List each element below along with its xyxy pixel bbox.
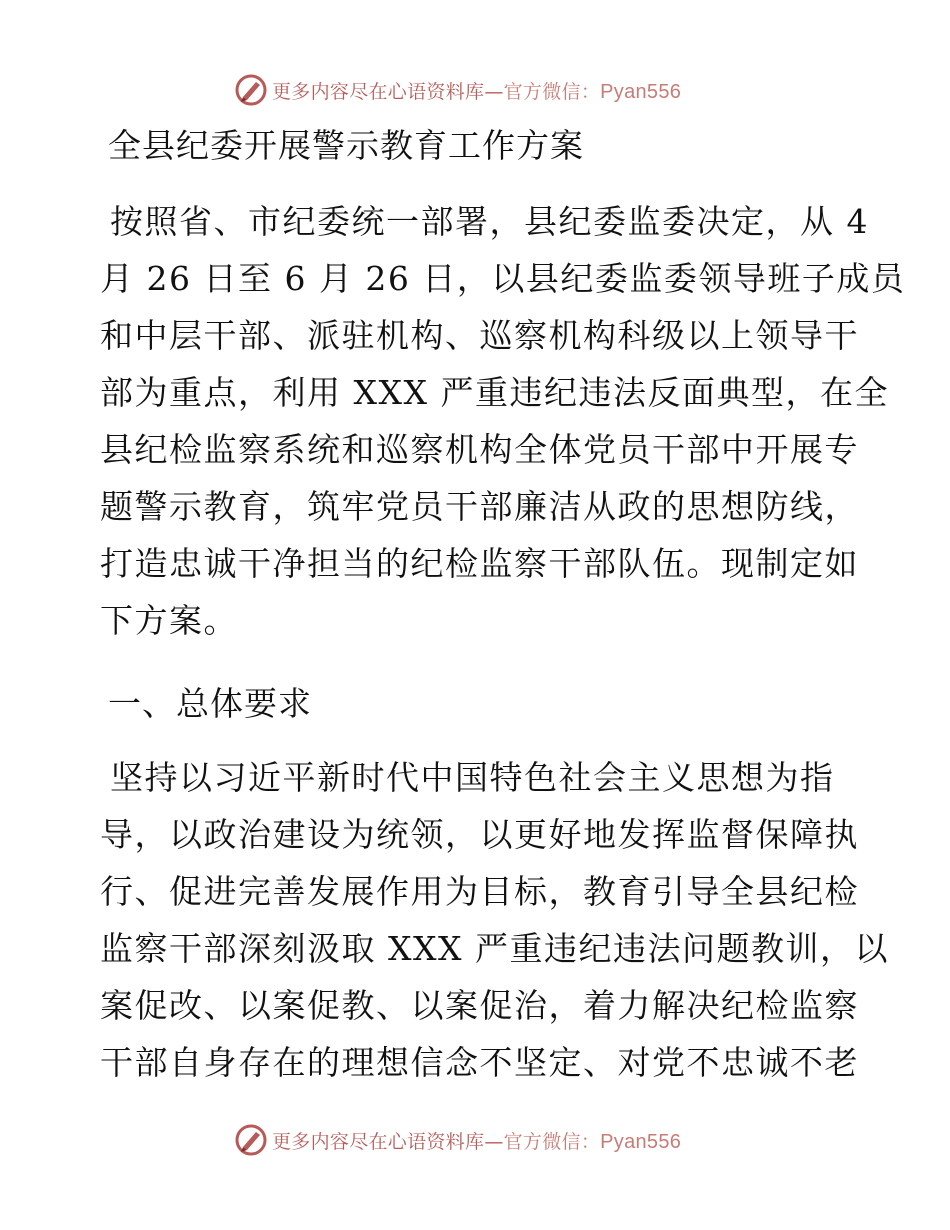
footer-watermark [0, 1120, 950, 1160]
paragraph-line: 月 26 日至 6 月 26 日，以县纪委监委领导班子成员 [100, 259, 906, 298]
watermark-wechat-id: Pyan556 [600, 1130, 682, 1153]
watermark-site-text: 更多内容尽在心语资料库 [272, 1130, 485, 1153]
pen-logo-icon [234, 1123, 268, 1157]
footer-watermark-content [234, 1120, 681, 1160]
paragraph-line: 县纪检监察系统和巡察机构全体党员干部中开展专 [100, 430, 859, 469]
watermark-wechat-label: 官方微信： [503, 80, 601, 103]
watermark-site-text: 更多内容尽在心语资料库 [272, 80, 485, 103]
watermark-wechat-label: 官方微信： [503, 1130, 601, 1153]
document-title: 全县纪委开展警示教育工作方案 [108, 126, 584, 165]
watermark-dash: — [484, 80, 504, 103]
paragraph-line: 行、促进完善发展作用为目标，教育引导全县纪检 [100, 872, 859, 911]
paragraph-line: 案促改、以案促教、以案促治，着力解决纪检监察 [100, 986, 859, 1025]
pen-logo-icon [234, 73, 268, 107]
paragraph-line: 下方案。 [100, 601, 238, 640]
header-watermark-content [234, 70, 681, 110]
paragraph-line: 干部自身存在的理想信念不坚定、对党不忠诚不老 [100, 1043, 859, 1082]
watermark-dash: — [484, 1130, 504, 1153]
paragraph-line: 打造忠诚干净担当的纪检监察干部队伍。现制定如 [100, 544, 859, 583]
paragraph-line: 部为重点，利用 XXX 严重违纪违法反面典型，在全 [100, 373, 889, 412]
paragraph-line: 按照省、市纪委统一部署，县纪委监委决定，从 4 [110, 202, 869, 241]
watermark-text [272, 77, 681, 104]
paragraph-line: 坚持以习近平新时代中国特色社会主义思想为指 [110, 758, 835, 797]
watermark-text [272, 1127, 681, 1154]
watermark-wechat-id: Pyan556 [600, 80, 682, 103]
paragraph-line: 监察干部深刻汲取 XXX 严重违纪违法问题教训，以 [100, 929, 889, 968]
paragraph-line: 题警示教育，筑牢党员干部廉洁从政的思想防线， [100, 487, 859, 526]
paragraph-intro [100, 193, 906, 649]
header-watermark [0, 70, 950, 110]
paragraph-line: 和中层干部、派驻机构、巡察机构科级以上领导干 [100, 316, 859, 355]
section-heading-general-requirements: 一、总体要求 [108, 684, 312, 723]
paragraph-line: 导，以政治建设为统领，以更好地发挥监督保障执 [100, 815, 859, 854]
paragraph-requirements [100, 749, 889, 1091]
